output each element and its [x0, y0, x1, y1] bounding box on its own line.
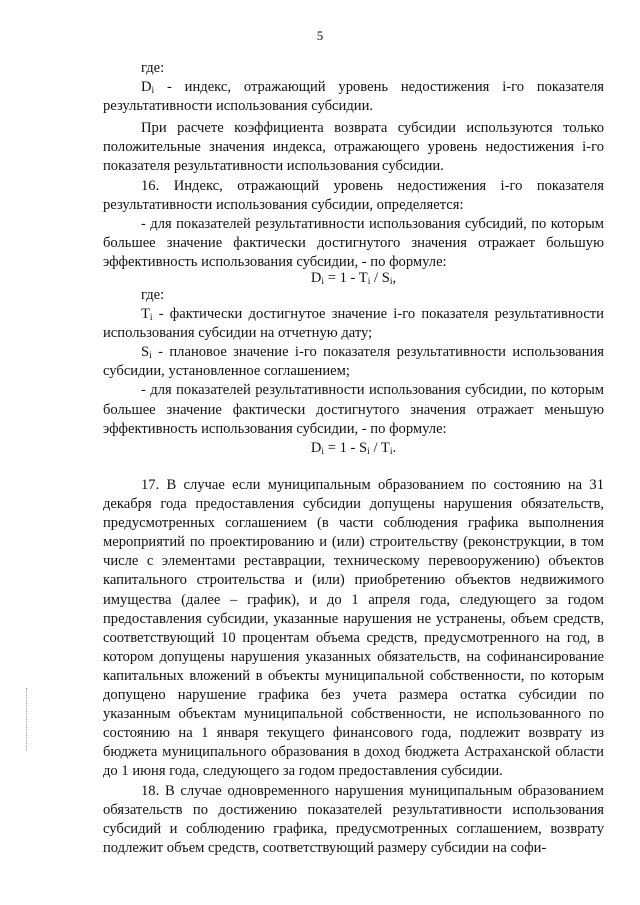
formula-1-tail: , — [392, 270, 397, 286]
formula-2-mid: = 1 - S — [324, 440, 368, 456]
paragraph-16: 16. Индекс, отражающий уровень недостижения i-го показателя результативности использования субсидии, определяется: — [103, 177, 604, 213]
si-definition — [103, 343, 604, 381]
formula-1-mid: = 1 - T — [324, 270, 368, 286]
ti-definition — [103, 305, 604, 343]
formula-1-lhs-sub: i — [321, 277, 325, 287]
di-subscript: i — [151, 86, 155, 97]
paragraph-group-middle — [103, 286, 604, 439]
paragraph-18: 18. В случае одновременного нарушения муниципальным образованием обязательств по достижению показателей результативности использования субсидий и соблюдению графика, предусмотренных соглашением, возврату подлежит объем средств, соответствующий размеру субсидии на софи- — [103, 782, 604, 856]
bullet-lesser-effectiveness: - для показателей результативности использования субсидии, по которым большее значение фактически достигнутого значения отражает меньшую эффективность использования субсидии, - по формуле: — [103, 382, 604, 437]
di-definition — [103, 78, 604, 116]
where-label-1: где: — [141, 60, 165, 76]
formula-2-lhs: D — [310, 440, 322, 456]
formula-1-op: / S — [370, 270, 390, 286]
formula-2-mid-sub: i — [367, 447, 370, 457]
formula-1-rhs-sub: i — [389, 277, 393, 287]
where-label-2: где: — [141, 287, 165, 303]
formula-1-lhs: D — [310, 270, 322, 286]
ti-symbol: T — [141, 306, 150, 323]
formula-2 — [103, 439, 604, 458]
paragraph-group-bottom — [103, 476, 604, 858]
si-definition-text: - плановое значение i-го показателя результативности использования субсидии, установленное соглашением; — [103, 344, 604, 380]
bullet-greater-effectiveness: - для показателей результативности использования субсидий, по которым большее значение фактически достигнутого значения отражает большую эффективность использования субсидии, - по формуле: — [103, 215, 604, 270]
paragraph-group-top — [103, 59, 604, 272]
si-symbol: S — [141, 344, 150, 361]
di-definition-text: - индекс, отражающий уровень недостижения i-го показателя результативности использования субсидии. — [103, 79, 604, 115]
ti-subscript: i — [149, 313, 153, 324]
di-symbol: D — [141, 79, 152, 96]
formula-2-tail: . — [392, 440, 397, 456]
formula-2-rhs-sub: i — [389, 447, 393, 457]
paragraph-17: 17. В случае если муниципальным образованием по состоянию на 31 декабря года предоставления субсидии допущены нарушения обязательств, предусмотренных соглашением (в части соблюдения графика выполнения мероприятий по проектированию и (или) строительству (реконструкции, в том числе с элементами реставрации, техническому перевооружению) объектов капитального строительства и (или) приобретению объектов недвижимого имущества (далее – график), и до 1 апреля года, следующего за годом предоставления субсидии, указанные нарушения не устранены, объем средств, соответствующий 10 процентам объема средств, предусмотренного на год, в котором допущены нарушения указанных обязательств, на софинансирование капитальных вложений в объекты муниципальной собственности, по которым допущено нарушение графика без учета размера остатка субсидии по указанным объектам муниципальной собственности, не использованного по состоянию на 1 января текущего финансового года, подлежит возврату из бюджета муниципального образования в доход бюджета Астраханской области до 1 июня года, следующего за годом предоставления субсидии. — [103, 477, 604, 780]
formula-1-mid-sub: i — [367, 277, 371, 287]
formula-2-lhs-sub: i — [321, 447, 325, 457]
formula-2-line — [103, 439, 604, 458]
scan-margin-mark — [26, 688, 29, 750]
paragraph-positive-values: При расчете коэффициента возврата субсидии используются только положительные значения индекса, отражающего уровень недостижения i-го показателя результативности использования субсидии. — [103, 120, 604, 175]
page-number: 5 — [316, 28, 324, 43]
si-subscript: i — [149, 351, 152, 362]
ti-definition-text: - фактически достигнутое значение i-го показателя результативности использования субсидии на отчетную дату; — [103, 306, 604, 342]
formula-2-op: / T — [369, 440, 390, 456]
